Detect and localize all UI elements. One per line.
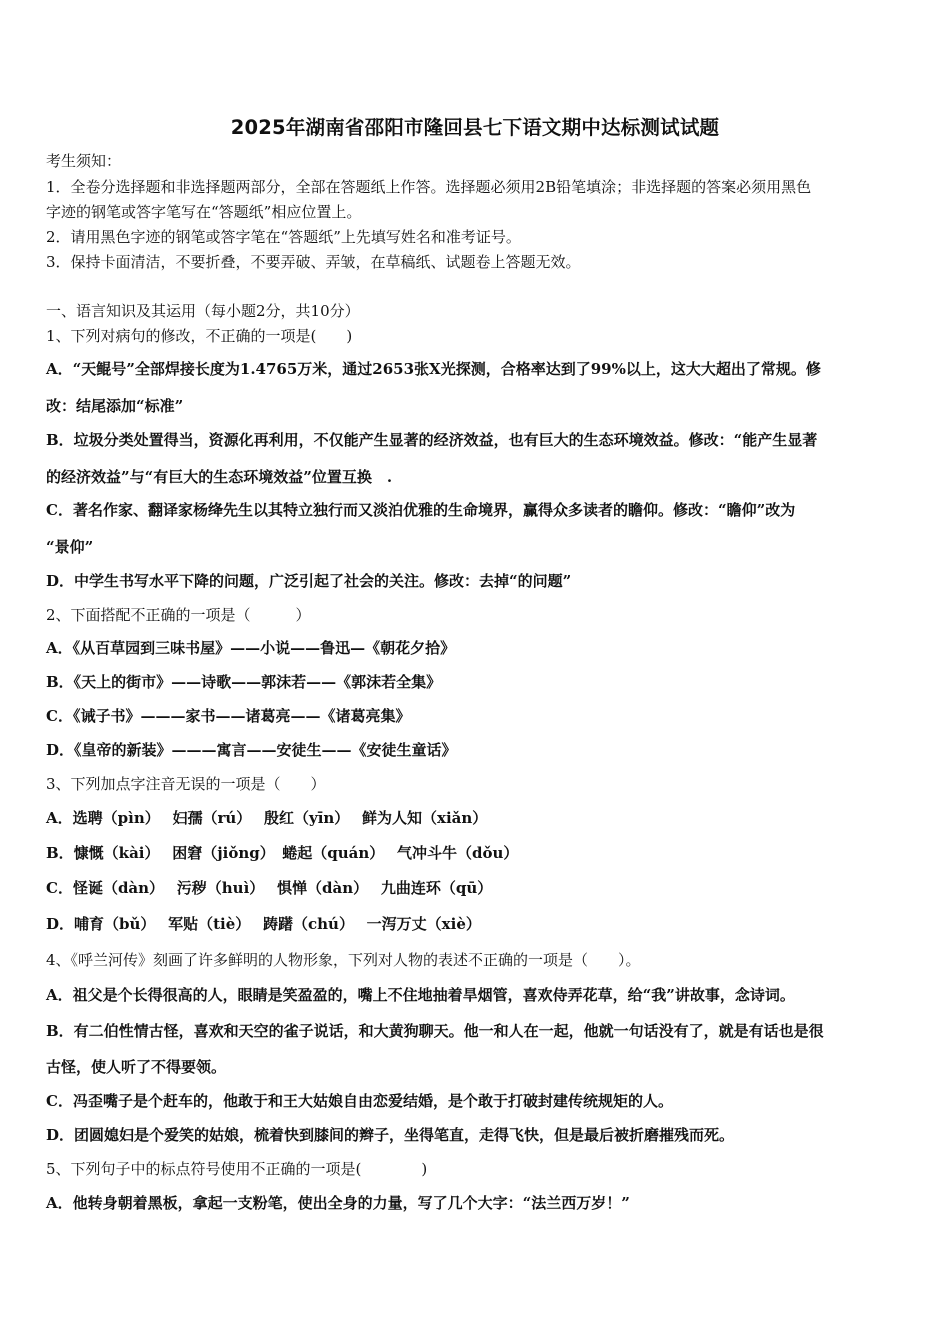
notice-item: 3．保持卡面清洁，不要折叠，不要弄破、弄皱，在草稿纸、试题卷上答题无效。	[46, 253, 581, 271]
q4-option-d: D．团圆媳妇是个爱笑的姑娘，梳着快到膝间的辫子，坐得笔直，走得飞快，但是最后被折磨摧残而死。	[46, 1126, 735, 1144]
notice-item: 字迹的钢笔或答字笔写在“答题纸”相应位置上。	[46, 203, 362, 221]
question-stem: 1、下列对病句的修改，不正确的一项是( )	[46, 327, 353, 345]
q1-option-b: B．垃圾分类处置得当，资源化再利用，不仅能产生显著的经济效益，也有巨大的生态环境效益。修改：“能产生显著	[46, 431, 818, 449]
question-stem: 4、《呼兰河传》刻画了许多鲜明的人物形象，下列对人物的表述不正确的一项是（ ）。	[46, 951, 641, 969]
notice-heading: 考生须知：	[46, 152, 122, 170]
q2-option-c: C．《诫子书》———家书——诸葛亮——《诸葛亮集》	[46, 707, 411, 725]
q5-option-a: A．他转身朝着黑板，拿起一支粉笔，使出全身的力量，写了几个大字：“法兰西万岁！”	[46, 1194, 630, 1212]
q4-option-a: A．祖父是个长得很高的人，眼睛是笑盈盈的，嘴上不住地抽着旱烟管，喜欢侍弄花草，给“我”讲故事，念诗词。	[46, 986, 795, 1004]
q1-option-d: D．中学生书写水平下降的问题，广泛引起了社会的关注。修改：去掉“的问题”	[46, 572, 572, 590]
q3-option-d: D．哺育（bǔ） 军贴（tiè） 踌躇（chú） 一泻万丈（xiè）	[46, 915, 481, 933]
q2-option-d: D．《皇帝的新装》———寓言——安徒生——《安徒生童话》	[46, 741, 457, 759]
section-heading: 一、语言知识及其运用（每小题2分，共10分）	[46, 302, 360, 320]
q2-option-a: A．《从百草园到三味书屋》——小说——鲁迅—《朝花夕拾》	[46, 639, 456, 657]
question-stem: 2、下面搭配不正确的一项是（ ）	[46, 606, 311, 624]
q2-option-b: B．《天上的街市》——诗歌——郭沫若——《郭沫若全集》	[46, 673, 442, 691]
q3-option-b: B．慷慨（kài） 困窘（jiǒng） 蜷起（quán） 气冲斗牛（dǒu）	[46, 844, 519, 862]
q3-option-a: A．选聘（pìn） 妇孺（rú） 殷红（yīn） 鲜为人知（xiǎn）	[46, 809, 488, 827]
q3-option-c: C．怪诞（dàn） 污秽（huì） 惧惮（dàn） 九曲连环（qū）	[46, 879, 493, 897]
q1-option-a-cont: 改：结尾添加“标准”	[46, 397, 184, 415]
q1-option-b-cont: 的经济效益”与“有巨大的生态环境效益”位置互换 .	[46, 468, 393, 486]
page-title: 2025年湖南省邵阳市隆回县七下语文期中达标测试试题	[230, 116, 720, 139]
notice-item: 1．全卷分选择题和非选择题两部分，全部在答题纸上作答。选择题必须用2B铅笔填涂；非选择题的答案必须用黑色	[46, 178, 812, 196]
q4-option-b: B．有二伯性情古怪，喜欢和天空的雀子说话，和大黄狗聊天。他一和人在一起，他就一句话没有了，就是有话也是很	[46, 1022, 824, 1040]
notice-item: 2．请用黑色字迹的钢笔或答字笔在“答题纸”上先填写姓名和准考证号。	[46, 228, 521, 246]
question-stem: 5、下列句子中的标点符号使用不正确的一项是( )	[46, 1160, 428, 1178]
question-stem: 3、下列加点字注音无误的一项是（ ）	[46, 775, 326, 793]
q4-option-c: C．冯歪嘴子是个赶车的，他敢于和王大姑娘自由恋爱结婚，是个敢于打破封建传统规矩的人。	[46, 1092, 673, 1110]
q1-option-c-cont: “景仰”	[46, 538, 94, 556]
q4-option-b-cont: 古怪，使人听了不得要领。	[46, 1058, 227, 1076]
q1-option-c: C．著名作家、翻译家杨绛先生以其特立独行而又淡泊优雅的生命境界，赢得众多读者的瞻仰。修改：“瞻仰”改为	[46, 501, 796, 519]
q1-option-a: A．“天鲲号”全部焊接长度为1.4765万米，通过2653张X光探测，合格率达到了99%以上，这大大超出了常规。修	[46, 360, 821, 378]
